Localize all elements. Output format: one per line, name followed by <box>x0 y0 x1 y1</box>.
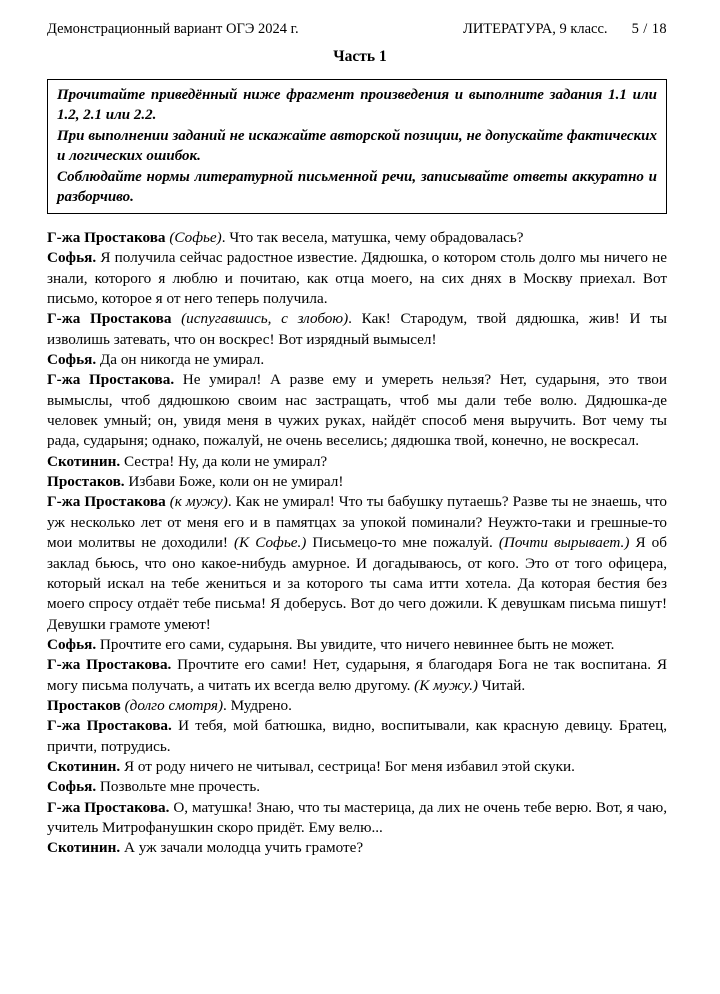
header-subject: ЛИТЕРАТУРА, 9 класс. <box>462 21 608 37</box>
dialogue-line: Софья. Позвольте мне прочесть. <box>47 778 261 796</box>
stage-direction: (Софье) <box>169 229 222 246</box>
part-title: Часть 1 <box>333 48 387 65</box>
instruction-paragraph: При выполнении заданий не искажайте авторской позиции, не допускайте фактических и логических ошибок. <box>57 127 657 165</box>
header-exam-variant: Демонстрационный вариант ОГЭ 2024 г. <box>47 21 299 37</box>
speaker-name: Г-жа Простакова <box>47 310 172 328</box>
stage-direction: (испугавшись, с злобою) <box>181 310 349 328</box>
speaker-name: Г-жа Простакова <box>47 493 166 511</box>
instruction-paragraph: Прочитайте приведённый ниже фрагмент произведения и выполните задания 1.1 или 1.2, 2.1 или 2.2. <box>57 87 657 124</box>
speaker-name: Софья. <box>47 351 97 369</box>
dialogue-line: Г-жа Простакова. Не умирал! А разве ему и умереть нельзя? Нет, сударыня, это твои вымыслы, чтоб дядюшкою своим нас застращать, чтоб мы дали тебе волю. Дядюшка-де человек умный; он, увидя меня в чужих руках, найдёт способ меня выручить. Вот чему ты рада, сударыня; однако, пожалуй, не очень веселись; дядюшка твой, конечно, не воскресал. <box>47 371 667 450</box>
instruction-paragraph: Соблюдайте нормы литературной письменной речи, записывайте ответы аккуратно и разборчиво. <box>57 168 657 206</box>
stage-direction-inline: (К мужу.) <box>414 676 478 694</box>
speaker-name: Г-жа Простакова. <box>47 656 172 674</box>
dialogue-line: Простаков (долго смотря). Мудрено. <box>47 696 292 714</box>
instruction-box <box>47 79 667 214</box>
dialogue-body <box>47 228 667 859</box>
speaker-name: Г-жа Простакова <box>47 229 166 246</box>
stage-direction-inline: (Почти вырывает.) <box>498 534 630 552</box>
stage-direction: (к мужу) <box>169 493 228 511</box>
speaker-name: Софья. <box>47 778 97 796</box>
dialogue-line: Простаков. Избави Боже, коли он не умирал! <box>47 473 344 491</box>
speaker-name: Скотинин. <box>47 757 121 775</box>
speaker-name: Скотинин. <box>47 452 121 470</box>
speaker-name: Простаков. <box>47 473 125 491</box>
dialogue-line: Г-жа Простакова (Софье). Что так весела, матушка, чему обрадовалась? <box>47 229 524 246</box>
stage-direction-inline: (К Софье.) <box>233 534 307 552</box>
dialogue-line: Скотинин. Сестра! Ну, да коли не умирал? <box>47 452 328 470</box>
dialogue-line: Г-жа Простакова (к мужу). Как не умирал! Что ты бабушку путаешь? Разве ты не знаешь, что уж несколько лет от меня его и в памятцах за упокой поминали? Неужто-таки и грешные-то мои молитвы не доходили! (К Софье.) Письмецо-то мне пожалуй. (Почти вырывает.) Я об заклад бьюсь, что оно какое-нибудь амурное. И догадываюсь, от кого. Это от того офицера, который искал на тебе жениться и за которого ты сама итти хотела. Да которая бестия без моего спросу отдаёт тебе письма! Я доберусь. Вот до чего дожили. К девушкам письма пишут! Девушки грамоте умеют! <box>47 493 668 633</box>
stage-direction: (долго смотря) <box>124 696 224 714</box>
header-page-number: 5 / 18 <box>631 21 667 37</box>
dialogue-line: Софья. Прочтите его сами, сударыня. Вы увидите, что ничего невиннее быть не может. <box>47 635 615 653</box>
dialogue-line: Скотинин. Я от роду ничего не читывал, сестрица! Бог меня избавил этой скуки. <box>47 757 575 775</box>
dialogue-line: Софья. Я получила сейчас радостное известие. Дядюшка, о котором столь долго мы ничего не знали, которого я люблю и почитаю, как отца моего, на сих днях в Москву приехал. Вот письмо, которое я от него теперь получила. <box>47 249 667 308</box>
speaker-name: Г-жа Простакова. <box>47 371 175 389</box>
dialogue-line: Г-жа Простакова. Прочтите его сами! Нет, сударыня, я благодаря Бога не так воспитана. Я могу письма получать, а читать их всегда велю другому. (К мужу.) Читай. <box>47 656 667 694</box>
dialogue-line: Скотинин. А уж зачали молодца учить грамоте? <box>47 839 364 857</box>
speaker-name: Софья. <box>47 635 97 653</box>
speaker-name: Г-жа Простакова. <box>47 717 172 735</box>
dialogue-line: Г-жа Простакова. О, матушка! Знаю, что ты мастерица, да лих не очень тебе верю. Вот, я чаю, учитель Митрофанушкин скоро придёт. Ему велю... <box>47 798 667 836</box>
dialogue-line: Г-жа Простакова. И тебя, мой батюшка, видно, воспитывали, как красную девицу. Братец, причти, потрудись. <box>47 717 667 755</box>
speaker-name: Простаков <box>47 696 121 714</box>
speaker-name: Софья. <box>47 249 97 267</box>
speaker-name: Скотинин. <box>47 839 121 857</box>
page-header <box>47 20 667 38</box>
dialogue-line: Г-жа Простакова (испугавшись, с злобою). Как! Стародум, твой дядюшка, жив! И ты изволишь затевать, что он воскрес! Вот изрядный вымысел! <box>47 310 667 348</box>
dialogue-lines <box>47 228 667 859</box>
dialogue-line: Софья. Да он никогда не умирал. <box>47 351 265 369</box>
speaker-name: Г-жа Простакова. <box>47 798 170 816</box>
instruction-paragraphs <box>57 85 657 207</box>
